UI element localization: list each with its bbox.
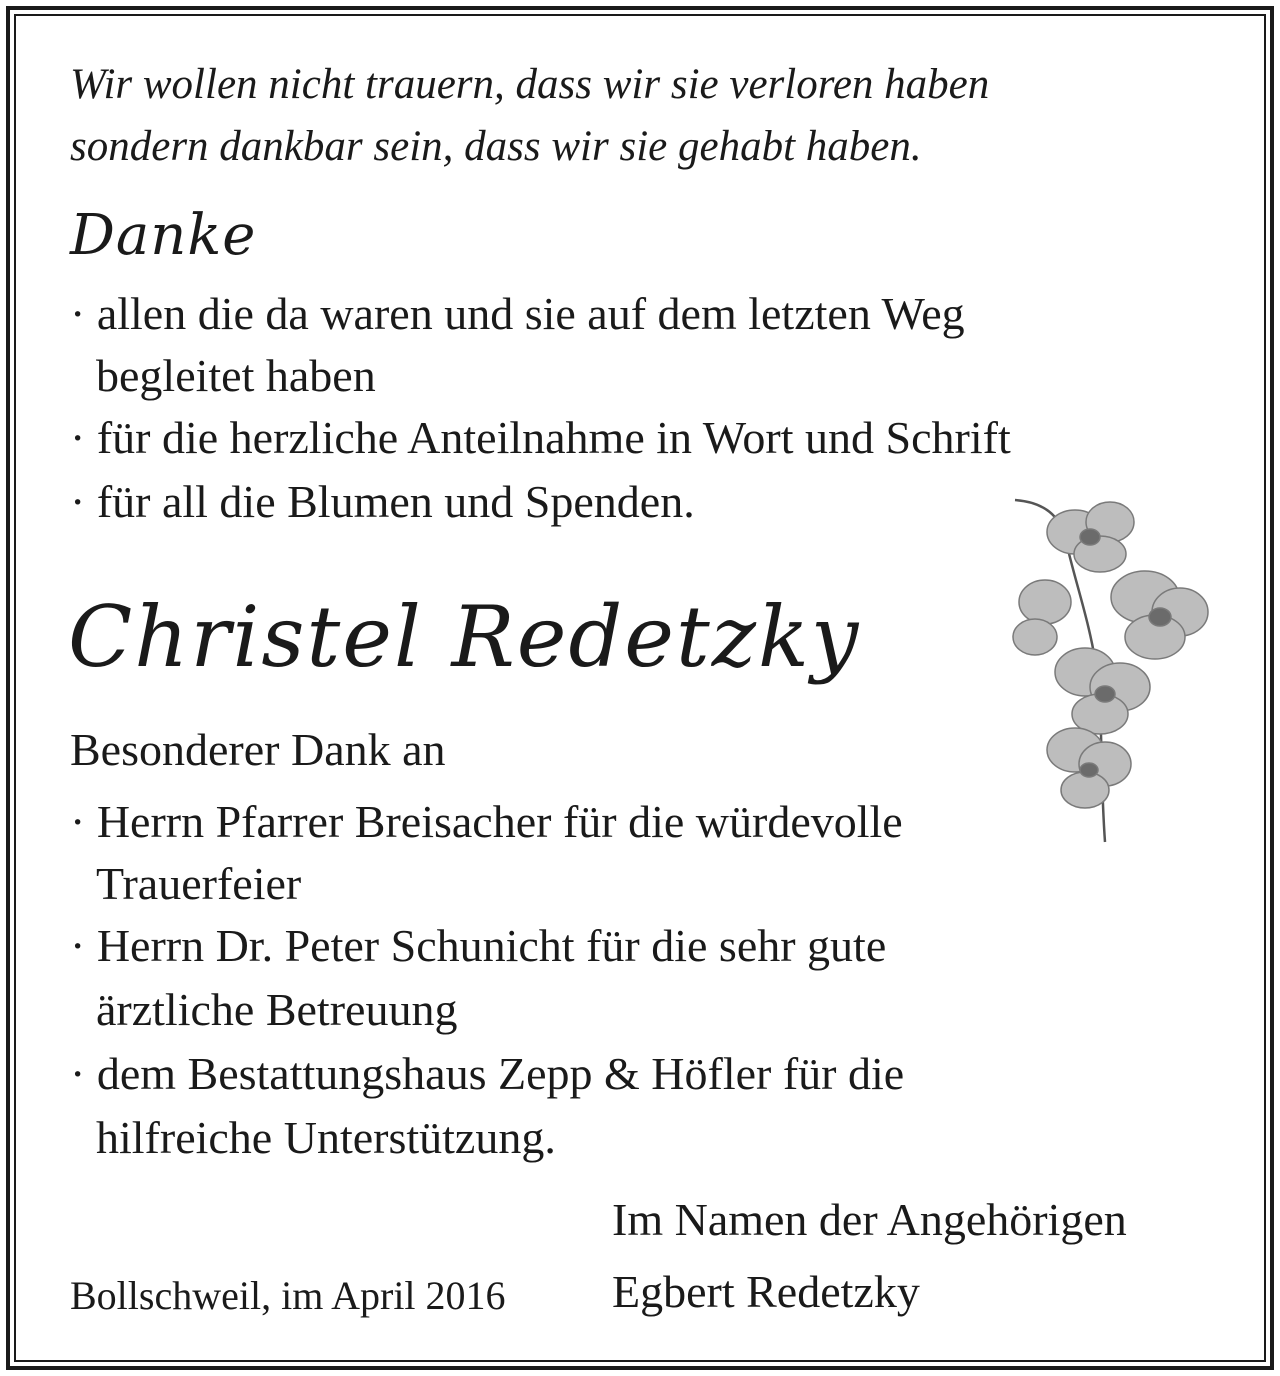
signer-name: Egbert Redetzky	[612, 1266, 920, 1317]
deceased-name: Christel Redetzky	[68, 588, 861, 686]
special-thanks-item-1-line-2: Trauerfeier	[96, 858, 302, 909]
special-thanks-item-3-line-2: hilfreiche Unterstützung.	[96, 1112, 556, 1163]
special-thanks-item-2-line-1: · Herrn Dr. Peter Schunicht für die sehr gute	[70, 920, 887, 971]
orchid-icon	[1005, 492, 1220, 862]
thanks-heading: Danke	[70, 203, 257, 268]
on-behalf-line: Im Namen der Angehörigen	[612, 1194, 1127, 1245]
special-thanks-intro: Besonderer Dank an	[70, 724, 446, 775]
thanks-item-3: · für all die Blumen und Spenden.	[70, 476, 695, 527]
thanks-item-2: · für die herzliche Anteilnahme in Wort und Schrift	[70, 412, 1011, 463]
special-thanks-item-1-line-1: · Herrn Pfarrer Breisacher für die würdevolle	[70, 796, 903, 847]
thanks-item-1-line-1: · allen die da waren und sie auf dem letzten Weg	[70, 288, 965, 339]
quote-line-1: Wir wollen nicht trauern, dass wir sie verloren haben	[70, 61, 990, 108]
special-thanks-item-2-line-2: ärztliche Betreuung	[96, 984, 458, 1035]
special-thanks-item-3-line-1: · dem Bestattungshaus Zepp & Höfler für die	[70, 1048, 905, 1099]
quote-line-2: sondern dankbar sein, dass wir sie gehabt haben.	[70, 123, 922, 170]
place-date: Bollschweil, im April 2016	[70, 1273, 506, 1318]
thanks-item-1-line-2: begleitet haben	[96, 350, 376, 401]
